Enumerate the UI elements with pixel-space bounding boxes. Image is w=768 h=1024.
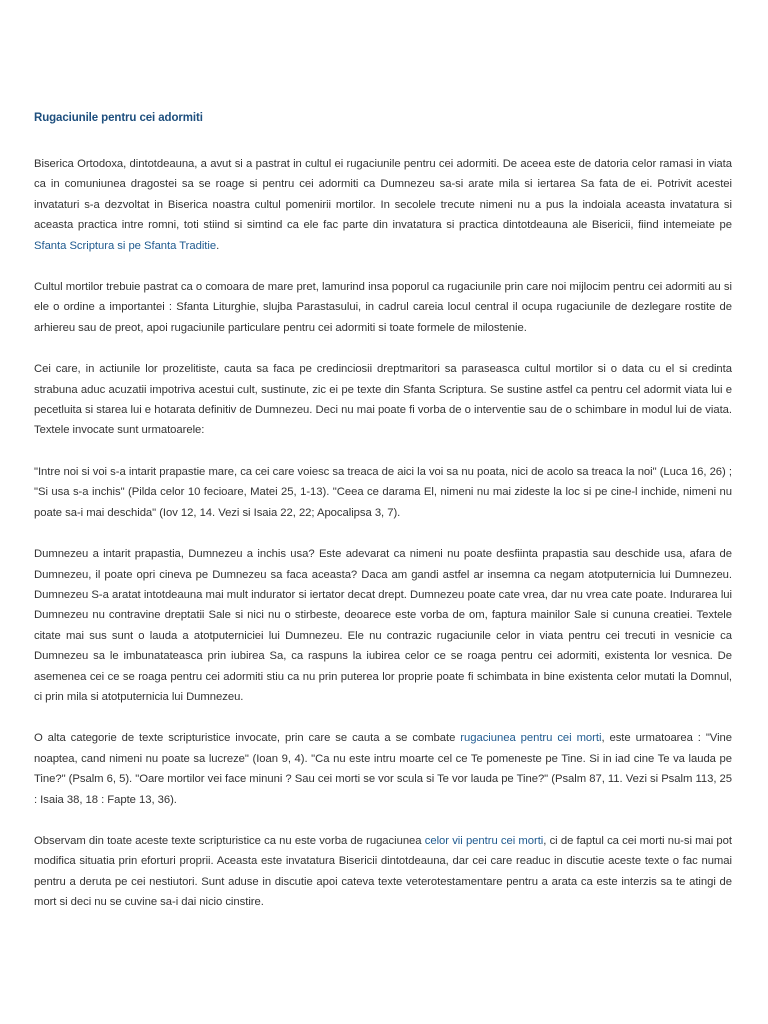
paragraph-7-after: , ci de faptul ca cei morti nu-si mai pot modifica situatia prin eforturi proprii. Aceasta este invatatura Bisericii dintotdeauna, dar cei care readuc in discutie aceste texte o fac numai pentru a deruta pe cei nestiutori. Sunt aduse in discutie apoi cateva texte veterotestamentare pentru a arata ca este interzis sa te atingi de mort si deci nu se cuvine sa-i dai nicio cinstire. bbox=[34, 834, 732, 909]
paragraph-1-text: Biserica Ortodoxa, dintotdeauna, a avut si a pastrat in cultul ei rugaciunile pentru cei adormiti. De aceea este de datoria celor ramasi in viata ca in comuniunea dragostei sa se roage si pentru cei adormiti ca Dumnezeu sa-si arate mila si iertarea Sa fata de ei. Potrivit acestei invataturi s-a dezvoltat in Biserica noastra cultul pomenirii mortilor. In secolele trecute nimeni nu a pus la indoiala aceasta invatatura si aceasta practica intre romni, toti stiind si simtind ca ele fac parte din invatatura si practica dintotdeauna ale Bisericii, fiind intemeiate pe bbox=[34, 158, 732, 232]
paragraph-1 bbox=[34, 154, 732, 256]
paragraph-3: Cei care, in actiunile lor prozelitiste, cauta sa faca pe credinciosii dreptmaritori sa paraseasca cultul mortilor si o data cu el si credinta strabuna aduc acuzatii impotriva acestui cult, sustinute, zic ei pe texte din Sfanta Scriptura. Se sustine astfel ca pentru cel adormit viata lui e pecetluita si starea lui e hotarata definitiv de Dumnezeu. Deci nu mai poate fi vorba de o interventie sau de o schimbare in modul lui de viata. Textele invocate sunt urmatoarele: bbox=[34, 363, 732, 437]
paragraph-4-quotes: "Intre noi si voi s-a intarit prapastie mare, ca cei care voiesc sa treaca de aici la voi sa nu poata, nici de acolo sa treaca la noi" (Luca 16, 26) ; "Si usa s-a inchis" (Pilda celor 10 fecioare, Matei 25, 1-13). "Ceea ce darama El, nimeni nu mai zideste la loc si pe cine-l inchide, nimeni nu poate sa-i mai deschida" (Iov 12, 14. Vezi si Isaia 22, 22; Apocalipsa 3, 7). bbox=[34, 465, 732, 519]
link-celor-vii-pentru-cei-morti[interactable]: celor vii pentru cei morti bbox=[424, 834, 544, 847]
link-rugaciunea-pentru-cei-morti[interactable]: rugaciunea pentru cei morti bbox=[460, 732, 602, 745]
paragraph-2: Cultul mortilor trebuie pastrat ca o comoara de mare pret, lamurind insa poporul ca rugaciunile prin care noi mijlocim pentru cei adormiti au si ele o ordine a importantei : Sfanta Liturghie, slujba Parastasului, in cadrul careia locul central il ocupa rugaciunile de dezlegare rostite de arhiereu sau de preot, apoi rugaciunile particulare pentru cei adormiti si toate formele de milostenie. bbox=[34, 281, 732, 334]
paragraph-6-after: , este urmatoarea : "Vine noaptea, cand nimeni nu poate sa lucreze" (Ioan 9, 4). "Ca nu este intru moarte cel ce Te pomeneste pe Tine. Si in iad cine Te va lauda pe Tine?" (Psalm 6, 5). "Oare mortilor vei face minuni ? Sau cei morti se vor scula si Te vor lauda pe Tine?" (Psalm 87, 11. Vezi si Psalm 113, 25 : Isaia 38, 18 : Fapte 13, 36). bbox=[34, 732, 733, 806]
paragraph-7 bbox=[34, 831, 732, 913]
paragraph-5: Dumnezeu a intarit prapastia, Dumnezeu a inchis usa? Este adevarat ca nimeni nu poate desfiinta prapastia sau deschide usa, afara de Dumnezeu, il poate opri cineva pe Dumnezeu sa faca aceasta? Daca am gandi astfel ar insemna ca negam atotputernicia lui Dumnezeu. Dumnezeu S-a aratat intotdeauna mai mult indurator si iertator decat drept. Dumnezeu poate cate vrea, dar nu vrea cate poate. Indurarea lui Dumnezeu nu contravine dreptatii Sale si nici nu o stirbeste, deoarece este vorba de om, faptura mainilor Sale si cununa creatiei. Textele citate mai sus sunt o lauda a atotputerniciei lui Dumnezeu. Ele nu contrazic rugaciunile celor in viata pentru cei trecuti in vesnicie ca Dumnezeu sa le imbunatateasca prin iubirea Sa, ca raspuns la iubirea celor ce se roaga pentru cei adormiti, existenta lor vesnica. De asemenea cei ce se roaga pentru cei adormiti stiu ca nu prin puterea lor proprie poate fi schimbata in bine existenta celor mutati la Domnul, ci prin mila si atotputernicia lui Dumnezeu. bbox=[34, 548, 732, 703]
link-sfanta-scriptura-traditie[interactable]: Sfanta Scriptura si pe Sfanta Traditie bbox=[34, 239, 217, 252]
article-title: Rugaciunile pentru cei adormiti bbox=[34, 112, 203, 124]
paragraph-7-before: Observam din toate aceste texte scripturistice ca nu este vorba de rugaciunea bbox=[34, 834, 425, 847]
paragraph-6 bbox=[34, 728, 732, 810]
article bbox=[34, 108, 732, 913]
paragraph-1-tail: . bbox=[216, 239, 220, 252]
paragraph-6-before: O alta categorie de texte scripturistice invocate, prin care se cauta a se combate bbox=[34, 732, 461, 745]
